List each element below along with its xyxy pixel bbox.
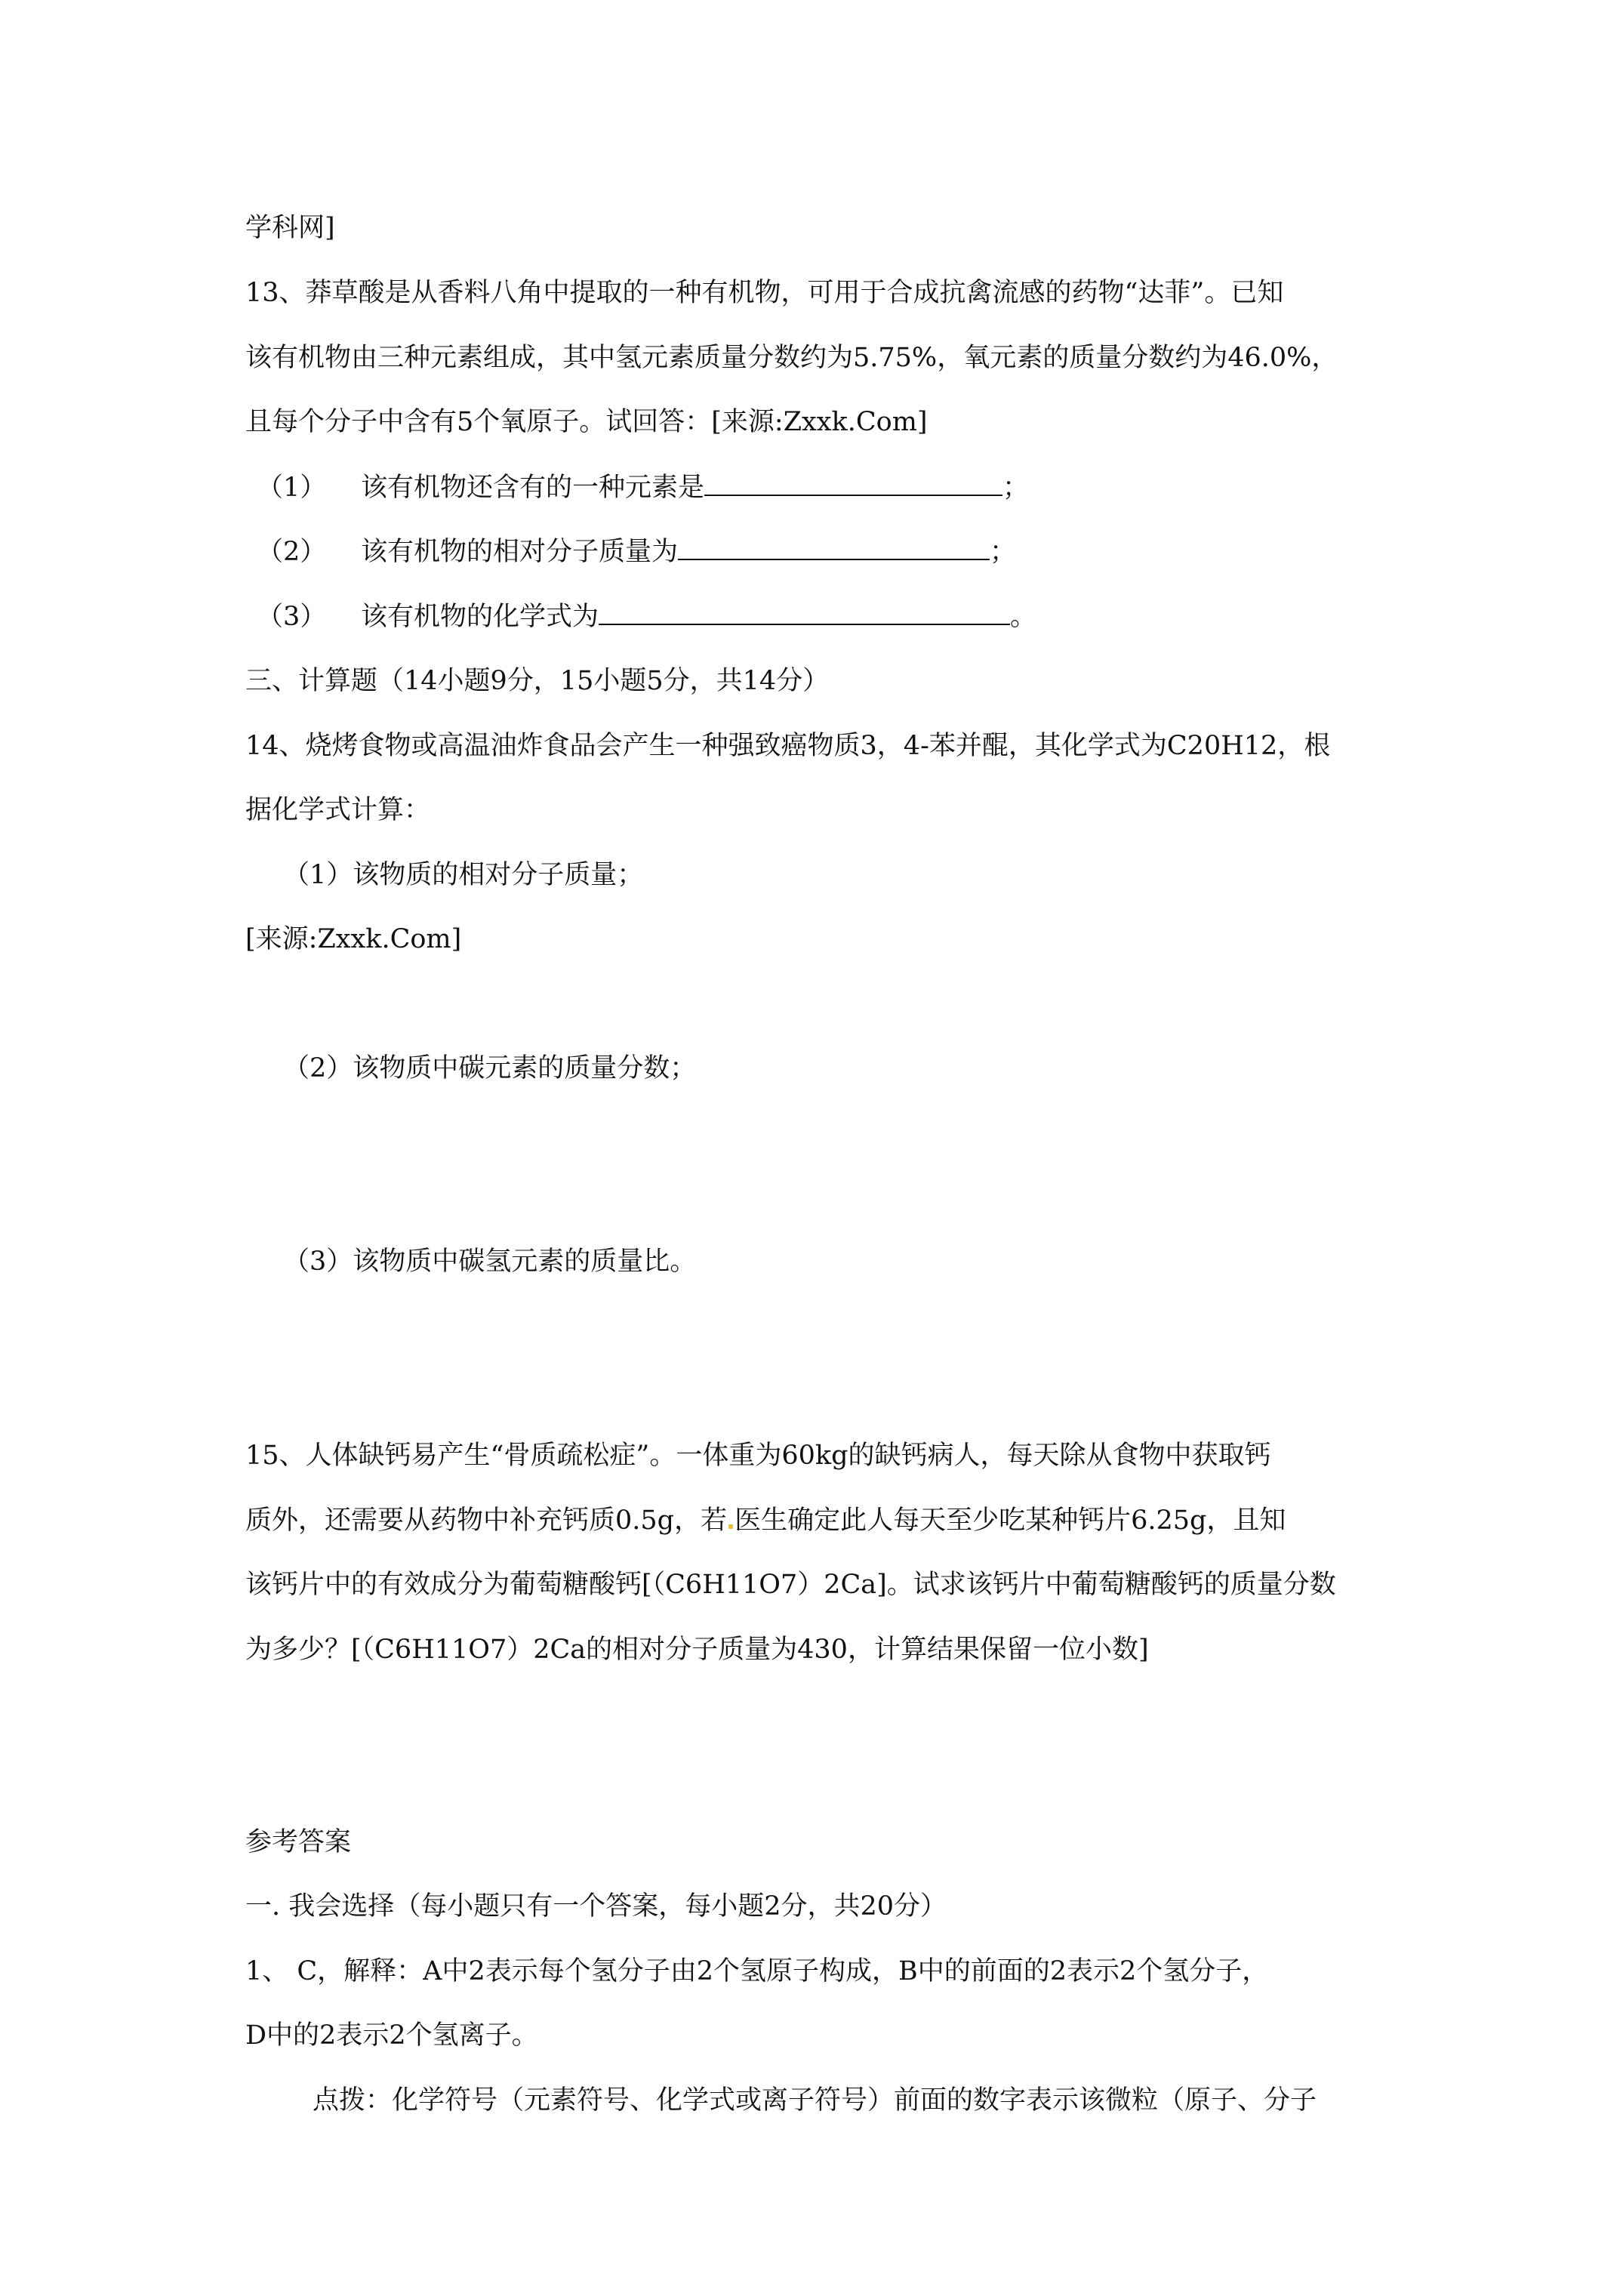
text-line: 学科网] — [245, 213, 335, 243]
answer-blank[interactable] — [599, 601, 1010, 625]
text-line: 15、人体缺钙易产生“骨质疏松症”。一体重为60kg的缺钙病人，每天除从食物中获取钙 — [245, 1441, 1271, 1471]
text-line: 为多少？[（C6H11O7）2Ca的相对分子质量为430，计算结果保留一位小数] — [245, 1635, 1149, 1665]
answer-blank[interactable] — [678, 536, 990, 560]
text-line: 据化学式计算： — [245, 795, 431, 825]
text-line: 且每个分子中含有5个氧原子。试回答：[来源:Zxxk.Com] — [245, 407, 928, 437]
source-note: [来源:Zxxk.Com] — [245, 924, 462, 954]
sub-question: （3）该物质中碳氢元素的质量比。 — [283, 1247, 697, 1277]
question-end: ； — [990, 537, 1017, 567]
question-2 — [257, 535, 1016, 569]
text-line: 13、莽草酸是从香料八角中提取的一种有机物，可用于合成抗禽流感的药物“达菲”。已知 — [245, 278, 1284, 308]
text-line: 14、烧烤食物或高温油炸食品会产生一种强致癌物质3，4-苯并醌，其化学式为C20H12，根 — [245, 731, 1331, 761]
question-1 — [257, 471, 1029, 504]
text-line — [245, 1504, 1286, 1537]
text-line: 该有机物由三种元素组成，其中氢元素质量分数约为5.75%，氧元素的质量分数约为46.0%， — [245, 343, 1338, 373]
question-3 — [257, 600, 1036, 633]
text-line: 1、 C，解释：A中2表示每个氢分子由2个氢原子构成，B中的前面的2表示2个氢分子， — [245, 1956, 1269, 1986]
question-number: （1） — [257, 473, 327, 503]
question-text: 该有机物还含有的一种元素是 — [361, 473, 705, 503]
text-line: D中的2表示2个氢离子。 — [245, 2020, 538, 2051]
question-text: 该有机物的化学式为 — [361, 602, 599, 632]
question-number: （3） — [257, 602, 327, 632]
text-line: 点拨：化学符号（元素符号、化学式或离子符号）前面的数字表示该微粒（原子、分子 — [313, 2085, 1317, 2116]
section-heading: 三、计算题（14小题9分，15小题5分，共14分） — [245, 666, 830, 696]
question-text: 该有机物的相对分子质量为 — [361, 537, 679, 567]
section-heading: 一. 我会选择（每小题只有一个答案，每小题2分，共20分） — [245, 1891, 947, 1922]
answer-title: 参考答案 — [245, 1827, 352, 1857]
text-segment: 医生确定此人每天至少吃某种钙片6.25g，且知 — [735, 1505, 1286, 1536]
sub-question: （2）该物质中碳元素的质量分数； — [283, 1053, 697, 1083]
answer-blank[interactable] — [704, 472, 1002, 496]
sub-question: （1）该物质的相对分子质量； — [283, 860, 644, 890]
text-segment: 质外，还需要从药物中补充钙质0.5g，若 — [245, 1505, 728, 1536]
question-number: （2） — [257, 537, 327, 567]
question-end: 。 — [1010, 602, 1037, 632]
highlight-mark-icon — [728, 1524, 733, 1529]
question-end: ； — [1002, 473, 1030, 503]
text-line: 该钙片中的有效成分为葡萄糖酸钙[（C6H11O7）2Ca]。试求该钙片中葡萄糖酸钙的质量分数 — [245, 1570, 1336, 1600]
